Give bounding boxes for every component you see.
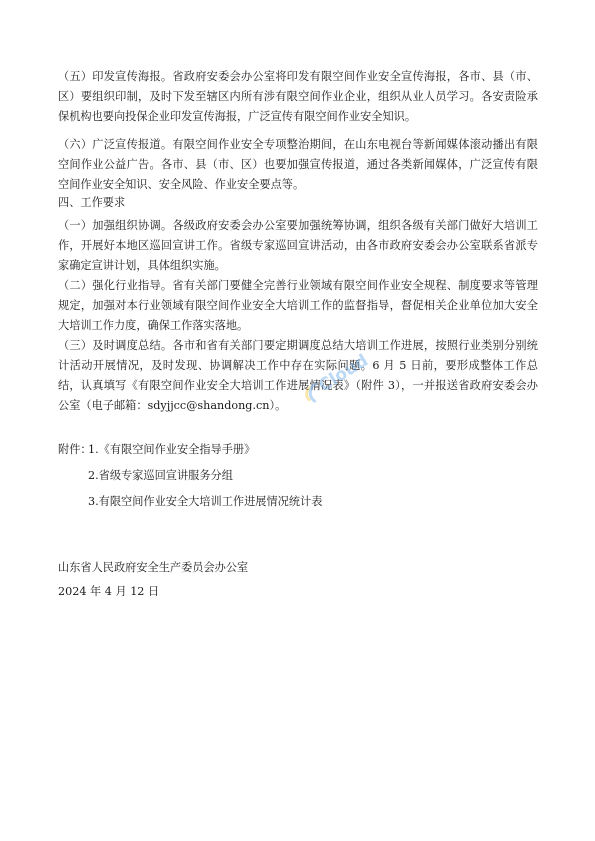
- attachment-item-1: 1.《有限空间作业安全指导手册》: [88, 443, 256, 456]
- attachment-item-2: 2.省级专家巡回宣讲服务分组: [88, 469, 233, 482]
- requirement-3-paragraph: （三）及时调度总结。各市和省有关部门要定期调度总结大培训工作进展，按照行业类别分别统计活动开展情况，及时发现、协调解决工作中存在实际问题。6 月 5 日前，要形成整体工作总结，认真填写《有限空间作业安全大培训工作进展情况表》（附件 3），一并报送省政府安委会办公室（电子邮箱：sdyjjcc@shandong.cn）。: [58, 339, 538, 412]
- issue-date: 2024 年 4 月 12 日: [58, 585, 160, 598]
- watermark-text: Cloud: [315, 350, 372, 397]
- requirement-2-paragraph: （二）强化行业指导。省有关部门要健全完善行业领域有限空间作业安全规程、制度要求等管理规定，加强对本行业领域有限空间作业安全大培训工作的监督指导，督促相关企业单位加大安全大培训工作力度，确保工作落实落地。: [58, 279, 538, 332]
- section-heading-work-requirements: 四、工作要求: [58, 196, 126, 209]
- attachment-item-3: 3.有限空间作业安全大培训工作进展情况统计表: [88, 495, 323, 508]
- requirement-1-paragraph: （一）加强组织协调。各级政府安委会办公室要加强统筹协调，组织各级有关部门做好大培训工作，开展好本地区巡回宣讲工作。省级专家巡回宣讲活动，由各市政府安委会办公室联系省派专家确定宣讲计划，具体组织实施。: [58, 219, 538, 272]
- section-5-paragraph: （五）印发宣传海报。省政府安委会办公室将印发有限空间作业安全宣传海报，各市、县（市、区）要组织印制，及时下发至辖区内所有涉有限空间作业企业，组织从业人员学习。各安责险承保机构也要向投保企业印发宣传海报，广泛宣传有限空间作业安全知识。: [58, 70, 538, 123]
- attachments-label: 附件：: [58, 443, 92, 456]
- section-6-paragraph: （六）广泛宣传报道。有限空间作业安全专项整治期间，在山东电视台等新闻媒体滚动播出有限空间作业公益广告。各市、县（市、区）也要加强宣传报道，通过各类新闻媒体，广泛宣传有限空间作业安全知识、安全风险、作业安全要点等。: [58, 138, 538, 191]
- issuing-organization: 山东省人民政府安全生产委员会办公室: [58, 561, 249, 574]
